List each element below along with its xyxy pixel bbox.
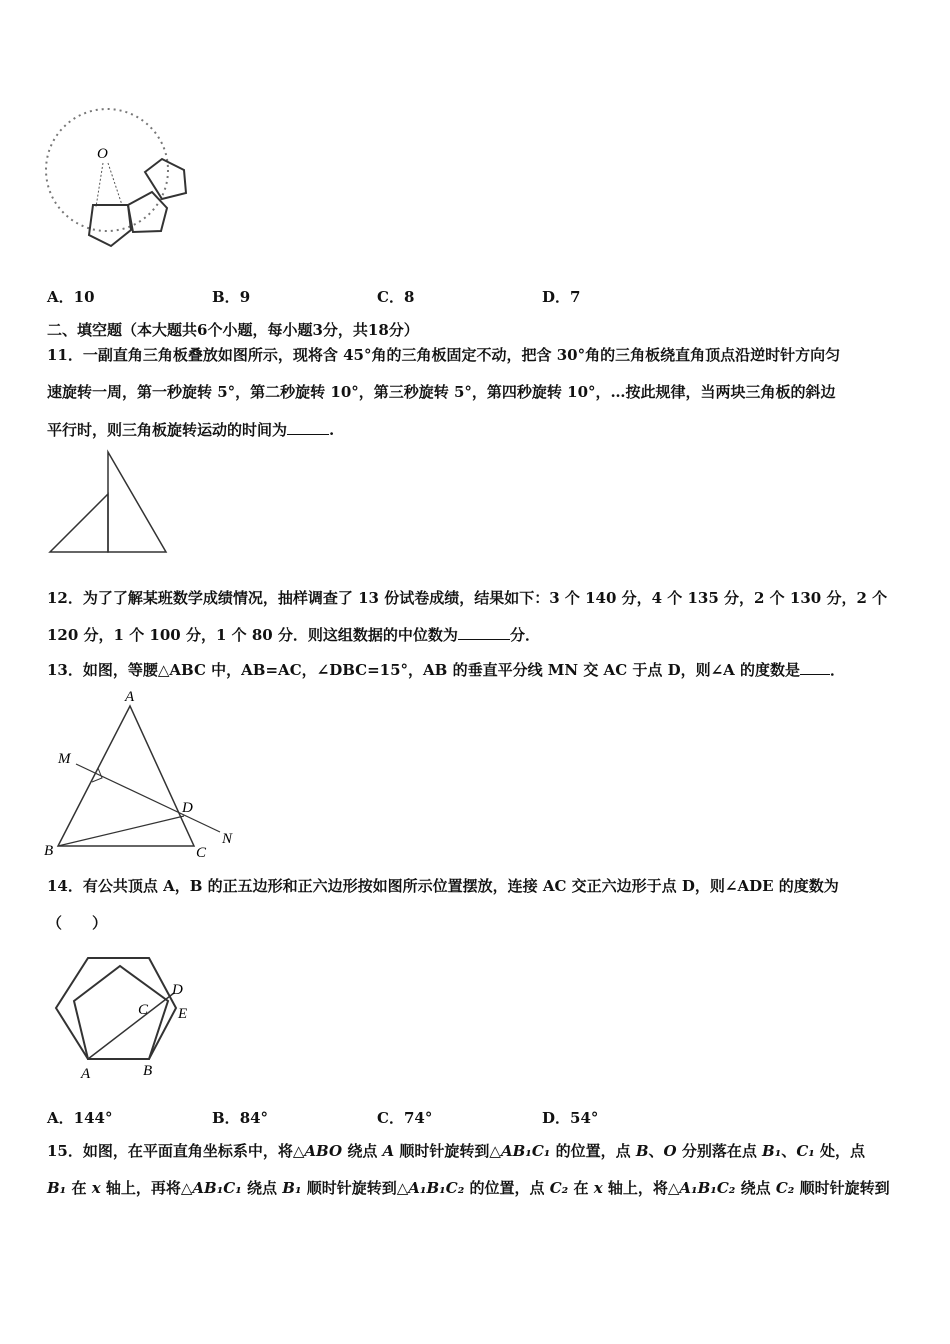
label-b: B [143,1063,153,1079]
label-e: E [178,1006,188,1022]
q14-option-d[interactable]: D．54° [542,1109,599,1127]
section2-title: 二、填空题（本大题共6个小题，每小题3分，共18分） [47,321,419,339]
label-d: D [172,982,183,998]
q11-line3: 平行时，则三角板旋转运动的时间为 . [47,421,335,439]
q15-line1: 15．如图，在平面直角坐标系中，将△ABO 绕点 A 顺时针旋转到△AB₁C₁ 的位置，点 B、O 分别落在点 B₁、C₁ 处，点 [47,1142,866,1160]
label-c: C [138,1002,149,1018]
q12-line2: 120 分，1 个 100 分，1 个 80 分．则这组数据的中位数为 分． [47,626,540,644]
q11-line1: 11．一副直角三角板叠放如图所示，现将含 45°角的三角板固定不动，把含 30°角的三角板绕直角顶点沿逆时针方向匀 [47,346,841,364]
line-mn [76,764,220,832]
q11-line2: 速旋转一周，第一秒旋转 5°，第二秒旋转 10°，第三秒旋转 5°，第四秒旋转 10°，…按此规律，当两块三角板的斜边 [47,383,836,401]
q10-option-a[interactable]: A．10 [47,288,95,306]
label-o: O [97,146,108,162]
q11-figure [44,448,174,558]
dotted-ray-right [108,163,122,205]
q13-answer-blank[interactable] [800,660,830,675]
label-c: C [196,845,207,860]
label-a: A [125,689,135,705]
triangle-45 [50,494,108,552]
label-b: B [44,843,54,859]
triangle-30 [108,452,166,552]
label-n: N [222,831,233,847]
q12-line1: 12．为了了解某班数学成绩情况，抽样调查了 13 份试卷成绩，结果如下：3 个 140 分，4 个 135 分，2 个 130 分，2 个 [47,589,888,607]
q14-option-c[interactable]: C．74° [377,1109,433,1127]
q14-line2: （ ） [47,914,108,932]
label-a: A [81,1066,91,1082]
label-d: D [182,800,193,816]
pentagon-1 [89,205,131,246]
dotted-circle [46,109,168,231]
pentagon [74,966,168,1059]
hexagon [56,958,176,1059]
line-bd [58,816,184,846]
q10-figure [40,95,200,255]
q14-option-a[interactable]: A．144° [47,1109,113,1127]
q13-figure [40,688,250,860]
q12-answer-blank[interactable] [458,625,510,640]
q10-option-c[interactable]: C．8 [377,288,415,306]
q14-option-b[interactable]: B．84° [212,1109,269,1127]
line-ac [88,993,174,1059]
triangle-abc [58,706,194,846]
q14-line1: 14．有公共顶点 A，B 的正五边形和正六边形按如图所示位置摆放，连接 AC 交正六边形于点 D，则∠ADE 的度数为 [47,877,839,895]
q14-figure [48,948,208,1083]
q10-option-b[interactable]: B．9 [212,288,251,306]
q13-line1: 13．如图，等腰△ABC 中，AB=AC，∠DBC=15°，AB 的垂直平分线 MN 交 AC 于点 D，则∠A 的度数是 ． [47,661,846,679]
label-m: M [58,751,71,767]
q10-option-d[interactable]: D．7 [542,288,581,306]
q15-line2: B₁ 在 x 轴上，再将△AB₁C₁ 绕点 B₁ 顺时针旋转到△A₁B₁C₂ 的位置，点 C₂ 在 x 轴上，将△A₁B₁C₂ 绕点 C₂ 顺时针旋转到 [47,1179,890,1197]
dotted-ray-left [96,163,103,207]
q11-answer-blank[interactable] [287,420,329,435]
